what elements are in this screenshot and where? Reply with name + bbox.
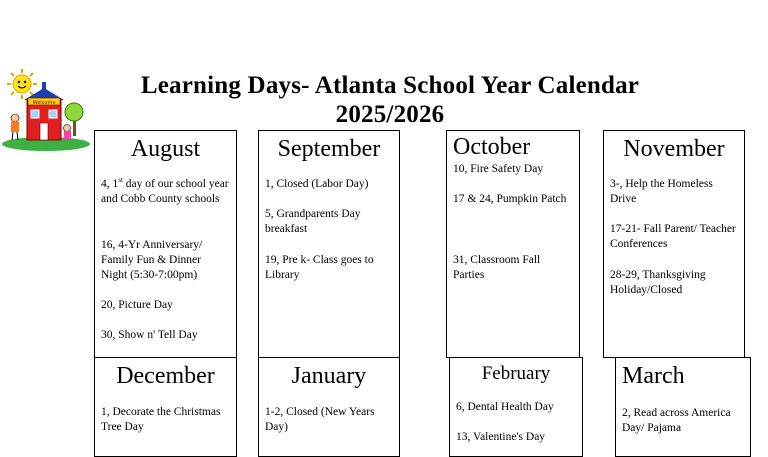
sun-icon — [7, 69, 37, 99]
month-box-august — [94, 130, 237, 358]
event-item: 17-21- Fall Parent/ Teacher Conferences — [610, 223, 736, 250]
month-box-october — [446, 130, 580, 358]
event-item: 4, 1st day of our school year and Cobb County schools — [101, 176, 229, 205]
event-item: 31, Classroom Fall Parties — [453, 254, 541, 281]
month-name: November — [623, 136, 725, 162]
welcome-sign-text: Welcome — [32, 100, 56, 106]
page-title: Learning Days- Atlanta School Year Calendar — [140, 72, 640, 99]
month-box-january — [258, 357, 400, 457]
month-box-february — [449, 357, 583, 457]
month-box-november — [603, 130, 745, 358]
event-item: 20, Picture Day — [101, 299, 173, 311]
month-name: January — [291, 363, 367, 389]
month-name: March — [622, 363, 685, 389]
event-item: 1, Decorate the Christmas Tree Day — [101, 406, 221, 433]
event-item: 1, Closed (Labor Day) — [265, 178, 369, 190]
event-item: 3-, Help the Homeless Drive — [610, 178, 713, 205]
month-box-march — [615, 357, 751, 457]
event-item: 16, 4-Yr Anniversary/ Family Fun & Dinner Night (5:30-7:00pm) — [101, 239, 203, 281]
event-item: 28-29, Thanksgiving Holiday/Closed — [610, 269, 706, 296]
month-name: September — [277, 136, 381, 162]
school-year: 2025/2026 — [335, 101, 445, 128]
month-name: October — [453, 134, 531, 160]
event-item: 1-2, Closed (New Years Day) — [265, 406, 375, 433]
event-item: 30, Show n' Tell Day — [101, 329, 198, 341]
event-item: 19, Pre k- Class goes to Library — [265, 254, 374, 281]
month-name: August — [130, 136, 201, 162]
schoolhouse-welcome-icon — [0, 68, 96, 154]
event-item: 10, Fire Safety Day — [453, 163, 544, 175]
event-item: 6, Dental Health Day — [456, 401, 554, 413]
event-item: 2, Read across America Day/ Pajama — [622, 407, 731, 434]
month-box-september — [258, 130, 400, 358]
month-name: December — [116, 363, 215, 389]
event-item: 5, Grandparents Day breakfast — [265, 208, 361, 235]
event-item: 13, Valentine's Day — [456, 431, 546, 443]
month-box-december — [94, 357, 237, 457]
month-name: February — [481, 363, 551, 384]
event-item: 17 & 24, Pumpkin Patch — [453, 193, 567, 205]
